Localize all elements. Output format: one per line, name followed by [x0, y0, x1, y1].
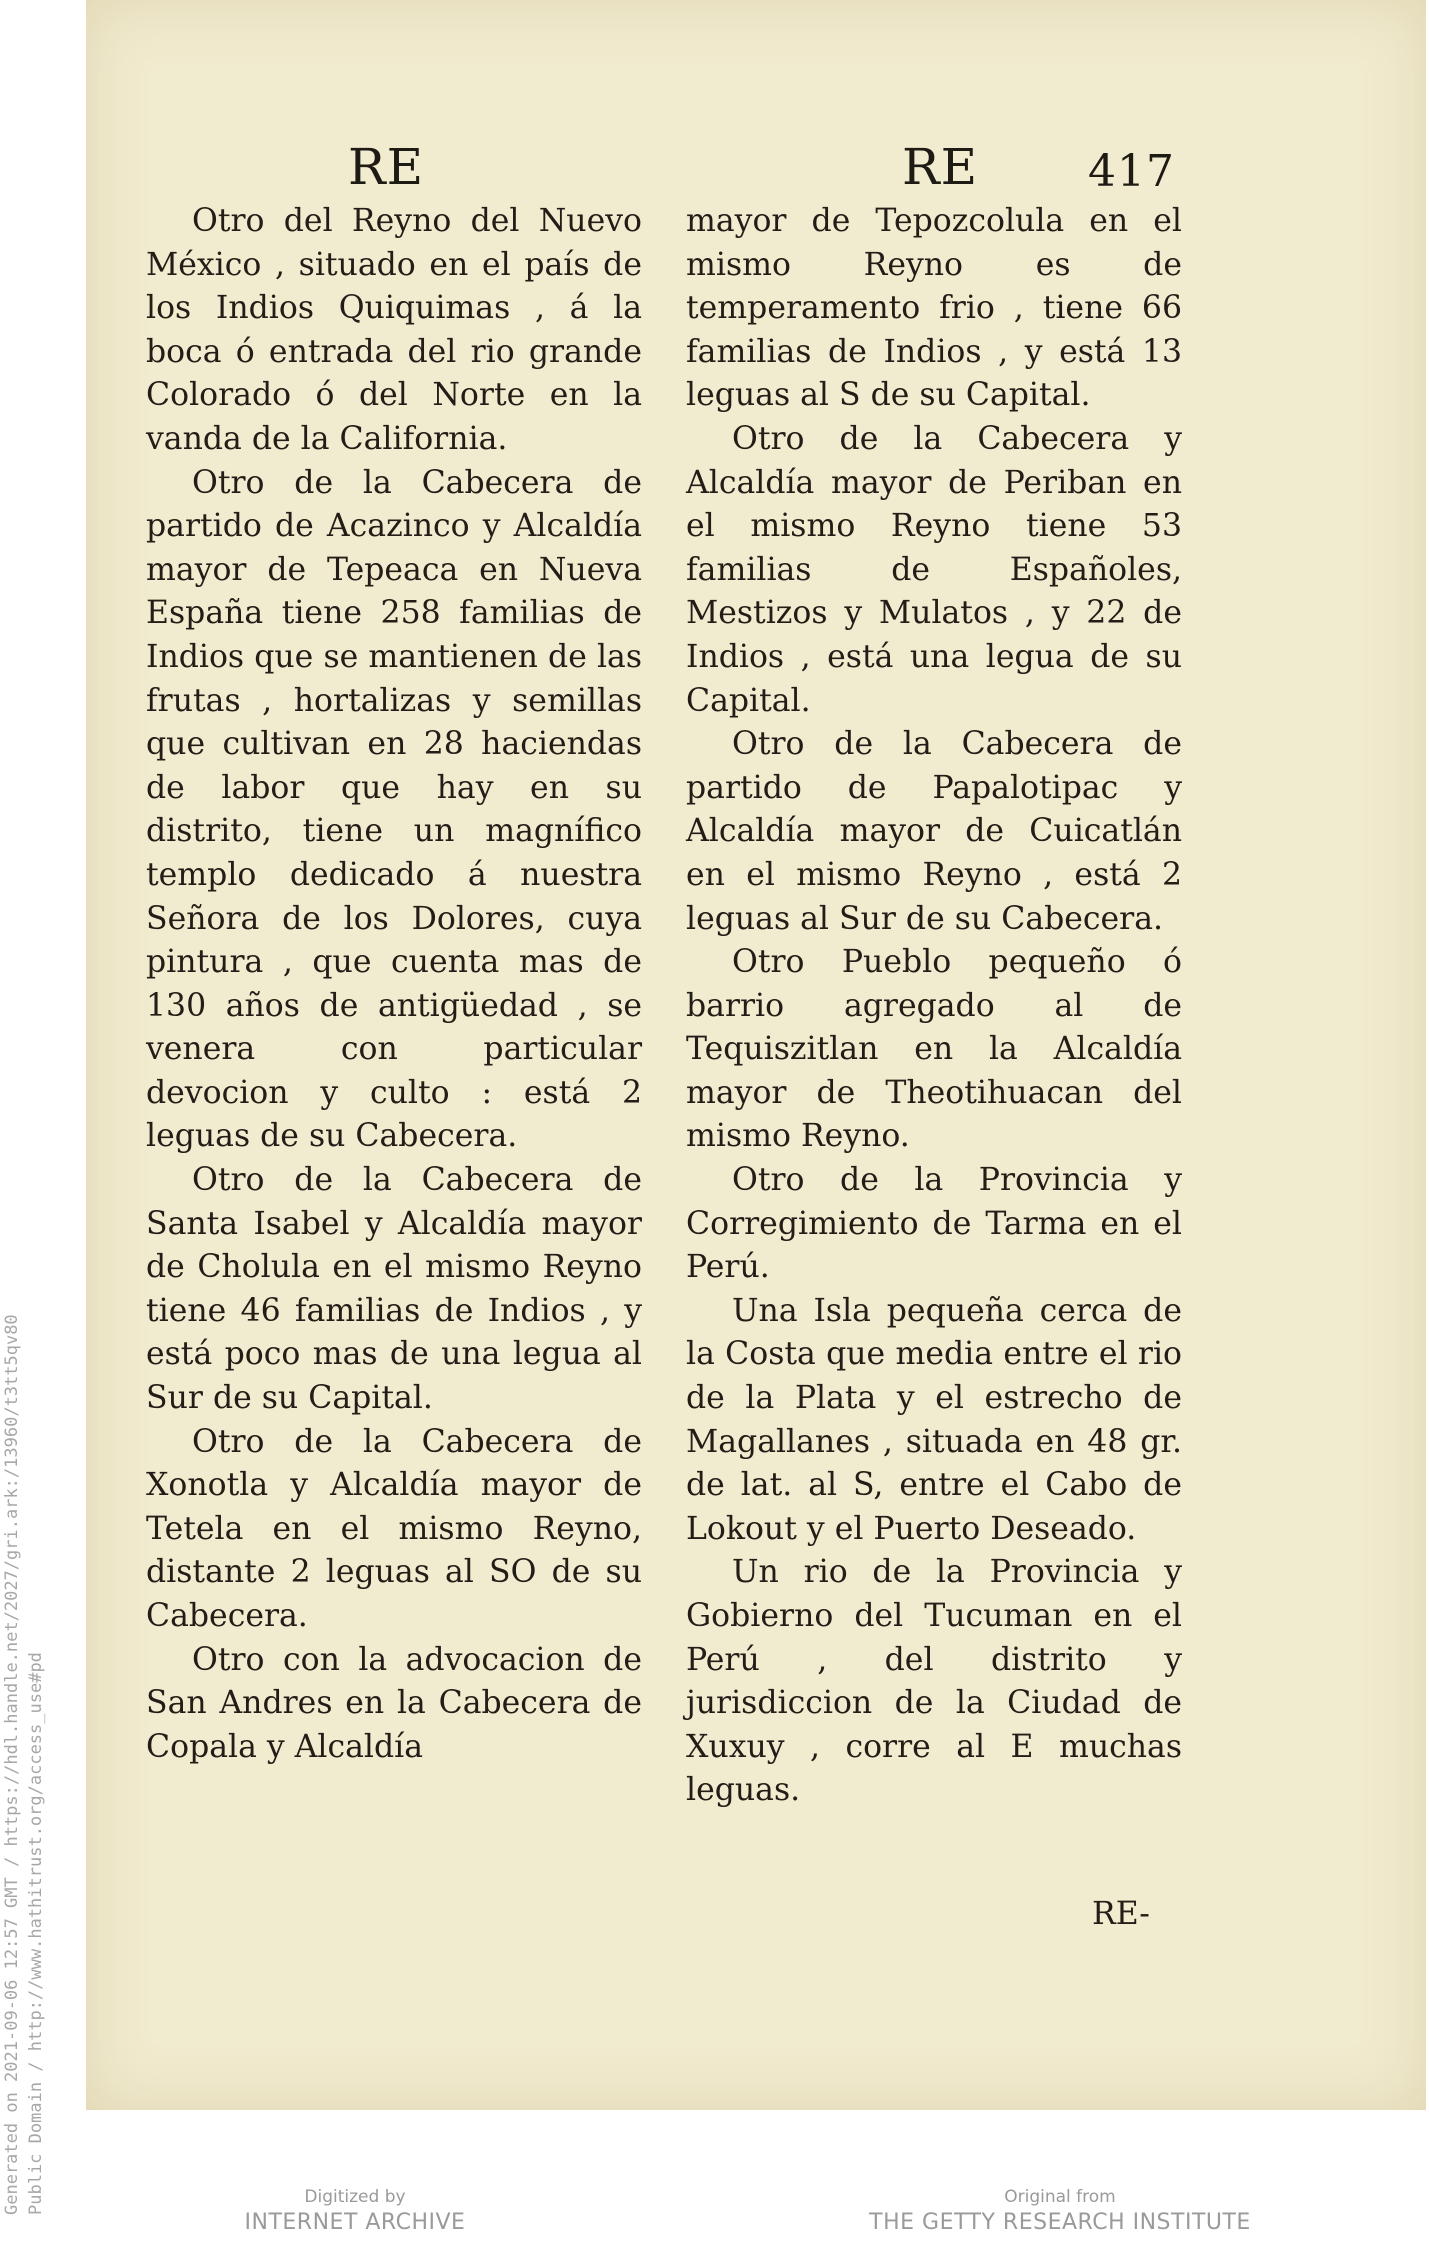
entry-paragraph: Otro de la Cabecera de Xonotla y Alcaldía mayor de Tetela en el mismo Reyno, distante 2 leguas al SO de su Cabecera. — [146, 1423, 642, 1634]
stamp-line-generated: Generated on 2021-09-06 12:57 GMT / https://hdl.handle.net/2027/gri.ark:/13960/t3tt5qv80 — [2, 1314, 22, 2215]
stamp-line-rights: Public Domain / http://www.hathitrust.org/access_use#pd — [26, 1652, 46, 2215]
right-column — [686, 200, 1182, 1813]
page-number: 417 — [1088, 146, 1175, 197]
entry-paragraph: Otro Pueblo pequeño ó barrio agregado al de Tequiszitlan en la Alcaldía mayor de Theotihuacan del mismo Reyno. — [686, 944, 1182, 1155]
original-label: Original from — [1004, 2187, 1116, 2207]
digitized-by-name: INTERNET ARCHIVE — [244, 2210, 466, 2235]
running-head-left: RE — [348, 138, 425, 196]
left-column — [146, 200, 642, 1769]
digitized-label: Digitized by — [304, 2187, 406, 2207]
footer-digitized — [230, 2186, 480, 2238]
footer-original — [860, 2186, 1260, 2238]
entry-paragraph: Otro del Reyno del Nuevo México , situado en el país de los Indios Quiquimas , á la boca ó entrada del rio grande Colorado ó del Norte en la vanda de la California. — [146, 203, 642, 457]
entry-paragraph: Otro de la Cabecera de partido de Papalotipac y Alcaldía mayor de Cuicatlán en el mismo Reyno , está 2 leguas al Sur de su Cabecera. — [686, 726, 1182, 937]
running-head-right: RE — [902, 138, 979, 196]
original-from-name: THE GETTY RESEARCH INSTITUTE — [869, 2210, 1251, 2235]
entry-paragraph: Otro de la Cabecera de Santa Isabel y Alcaldía mayor de Cholula en el mismo Reyno tiene 46 familias de Indios , y está poco mas de una legua al Sur de su Capital. — [146, 1162, 642, 1417]
entry-paragraph: Otro de la Cabecera de partido de Acazinco y Alcaldía mayor de Tepeaca en Nueva España tiene 258 familias de Indios que se mantienen de las frutas , hortalizas y semillas que cultivan en 28 haciendas de labor que hay en su distrito, tiene un magnífico templo dedicado á nuestra Señora de los Dolores, cuya pintura , que cuenta mas de 130 años de antigüedad , se venera con particular devocion y culto : está 2 leguas de su Cabecera. — [146, 464, 642, 1155]
hathitrust-stamp — [0, 895, 48, 2215]
entry-paragraph: Otro de la Provincia y Corregimiento de Tarma en el Perú. — [686, 1162, 1182, 1286]
entry-paragraph: Un rio de la Provincia y Gobierno del Tucuman en el Perú , del distrito y jurisdiccion de la Ciudad de Xuxuy , corre al E muchas leguas. — [686, 1554, 1182, 1809]
entry-paragraph: Una Isla pequeña cerca de la Costa que media entre el rio de la Plata y el estrecho de Magallanes , situada en 48 gr. de lat. al S, entre el Cabo de Lokout y el Puerto Deseado. — [686, 1292, 1182, 1547]
entry-paragraph: mayor de Tepozcolula en el mismo Reyno es de temperamento frio , tiene 66 familias de Indios , y está 13 leguas al S de su Capital. — [686, 203, 1182, 414]
catchword: RE- — [1092, 1896, 1150, 1932]
entry-paragraph: Otro con la advocacion de San Andres en la Cabecera de Copala y Alcaldía — [146, 1641, 642, 1765]
entry-paragraph: Otro de la Cabecera y Alcaldía mayor de Periban en el mismo Reyno tiene 53 familias de Españoles, Mestizos y Mulatos , y 22 de Indios , está una legua de su Capital. — [686, 420, 1182, 719]
